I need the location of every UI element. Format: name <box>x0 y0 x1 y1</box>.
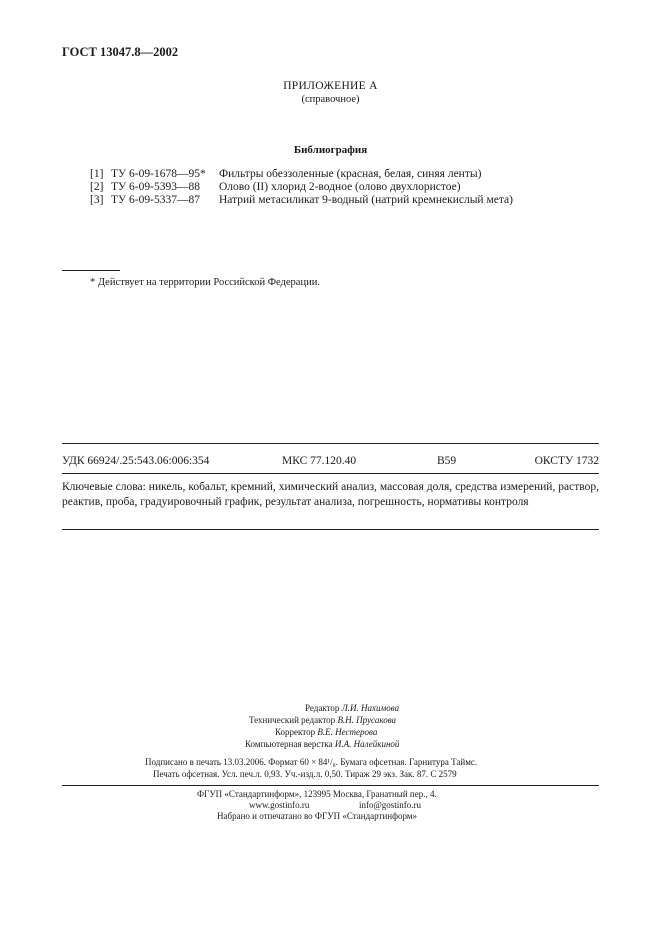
keywords-bottom-rule <box>62 529 599 530</box>
bibliography-item-number: [3] <box>90 194 104 206</box>
corrector-label: Корректор <box>275 727 316 737</box>
tech-editor-name: В.Н. Прусакова <box>337 715 397 725</box>
tech-editor-label: Технический редактор <box>249 715 336 725</box>
imprint-print-details-1: Подписано в печать 13.03.2006. Формат 60 × 84¹/₈. Бумага офсетная. Гарнитура Таймс. <box>145 757 478 767</box>
standard-code: ГОСТ 13047.8—2002 <box>62 45 179 59</box>
udk-code: УДК 66924/.25:543.06:006:354 <box>62 455 210 467</box>
bibliography-item <box>0 168 661 182</box>
publisher-website-link[interactable]: www.gostinfo.ru <box>249 800 310 810</box>
editor-name: Л.И. Нахимова <box>341 703 400 713</box>
layout-label: Компьютерная верстка <box>245 739 333 749</box>
keywords: Ключевые слова: никель, кобальт, кремний, химический анализ, массовая доля, средства измерений, раствор, реактив, проба, градуировочный график, результат анализа, погрешность, нормативы контроля <box>62 481 599 508</box>
layout-name: И.А. Налейкиной <box>334 739 400 749</box>
footnote: * Действует на территории Российской Федерации. <box>90 277 320 288</box>
imprint-print-details-2: Печать офсетная. Усл. печ.л. 0,93. Уч.-изд.л. 0,50. Тираж 29 экз. Зак. 87. С 2579 <box>153 769 457 779</box>
bibliography-item-description: Натрий метасиликат 9-водный (натрий кремнекислый мета) <box>219 194 513 206</box>
bibliography-item <box>0 194 661 208</box>
bibliography-item-number: [2] <box>90 181 104 193</box>
bibliography-title: Библиография <box>293 144 368 156</box>
appendix-title: ПРИЛОЖЕНИЕ А <box>283 80 378 92</box>
footnote-divider <box>62 270 120 271</box>
mks-code: МКС 77.120.40 <box>282 455 357 467</box>
imprint-rule <box>62 785 599 786</box>
okstu-code: ОКСТУ 1732 <box>534 455 599 467</box>
imprint-editor <box>305 703 399 713</box>
imprint-layout <box>245 739 399 749</box>
bibliography-item-code: ТУ 6-09-5393—88 <box>111 181 200 193</box>
publisher-email-link[interactable]: info@gostinfo.ru <box>359 800 422 810</box>
corrector-name: В.Е. Нестерова <box>317 727 378 737</box>
imprint-publisher: ФГУП «Стандартинформ», 123995 Москва, Гранатный пер., 4. <box>197 789 437 799</box>
imprint-corrector <box>275 727 377 737</box>
imprint-tech-editor <box>249 715 396 725</box>
classification-bottom-rule <box>62 473 599 474</box>
editor-label: Редактор <box>305 703 340 713</box>
bibliography-item-code: ТУ 6-09-1678—95* <box>111 168 206 180</box>
bibliography-item-description: Олово (II) хлорид 2-водное (олово двухлористое) <box>219 181 461 193</box>
imprint-printed-by: Набрано и отпечатано во ФГУП «Стандартинформ» <box>217 811 418 821</box>
appendix-subtitle: (справочное) <box>301 94 360 105</box>
classification-top-rule <box>62 443 599 444</box>
bibliography-item-number: [1] <box>90 168 104 180</box>
bibliography-item-description: Фильтры обеззоленные (красная, белая, синяя ленты) <box>219 168 482 180</box>
group-code: В59 <box>437 455 457 467</box>
bibliography-item-code: ТУ 6-09-5337—87 <box>111 194 200 206</box>
bibliography-item <box>0 181 661 195</box>
